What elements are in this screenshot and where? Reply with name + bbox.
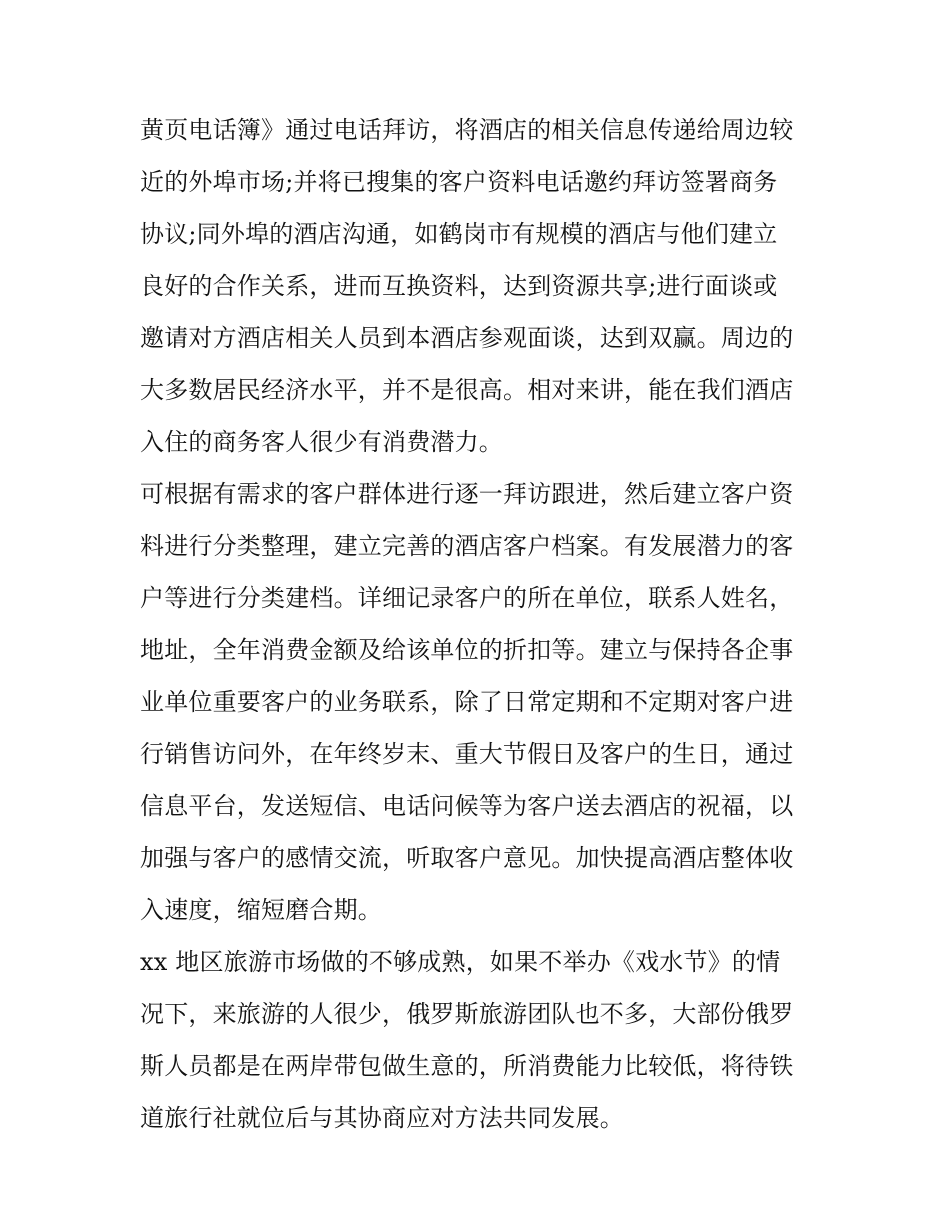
text-line: 黄页电话簿》通过电话拜访，将酒店的相关信息传递给周边较 [140, 116, 794, 144]
text-line: 斯人员都是在两岸带包做生意的，所消费能力比较低，将待铁 [140, 1052, 794, 1080]
text-line: 大多数居民经济水平，并不是很高。相对来讲，能在我们酒店 [140, 376, 794, 404]
text-line: 加强与客户的感情交流，听取客户意见。加快提高酒店整体收 [140, 844, 794, 872]
text-line: 良好的合作关系，进而互换资料，达到资源共享;进行面谈或 [140, 272, 778, 300]
text-line: 地址，全年消费金额及给该单位的折扣等。建立与保持各企事 [140, 636, 794, 664]
text-line: 可根据有需求的客户群体进行逐一拜访跟进，然后建立客户资 [140, 480, 794, 508]
text-line: 协议;同外埠的酒店沟通，如鹤岗市有规模的酒店与他们建立 [140, 220, 778, 248]
document-body [140, 104, 812, 1144]
paragraph-1 [140, 104, 812, 468]
text-line: 近的外埠市场;并将已搜集的客户资料电话邀约拜访签署商务 [140, 168, 778, 196]
text-line: 入速度，缩短磨合期。 [140, 896, 382, 924]
text-line: 业单位重要客户的业务联系，除了日常定期和不定期对客户进 [140, 688, 794, 716]
text-line: xx 地区旅游市场做的不够成熟，如果不举办《戏水节》的情 [140, 948, 781, 976]
text-line: 况下，来旅游的人很少，俄罗斯旅游团队也不多，大部份俄罗 [140, 1000, 794, 1028]
paragraph-2 [140, 468, 812, 936]
paragraph-3 [140, 936, 812, 1144]
text-line: 入住的商务客人很少有消费潜力。 [140, 428, 503, 456]
text-line: 料进行分类整理，建立完善的酒店客户档案。有发展潜力的客 [140, 532, 794, 560]
text-line: 信息平台，发送短信、电话问候等为客户送去酒店的祝福，以 [140, 792, 794, 820]
text-line: 道旅行社就位后与其协商应对方法共同发展。 [140, 1104, 624, 1132]
text-line: 户等进行分类建档。详细记录客户的所在单位，联系人姓名， [140, 584, 794, 612]
text-line: 邀请对方酒店相关人员到本酒店参观面谈，达到双赢。周边的 [140, 324, 794, 352]
text-line: 行销售访问外，在年终岁末、重大节假日及客户的生日，通过 [140, 740, 794, 768]
